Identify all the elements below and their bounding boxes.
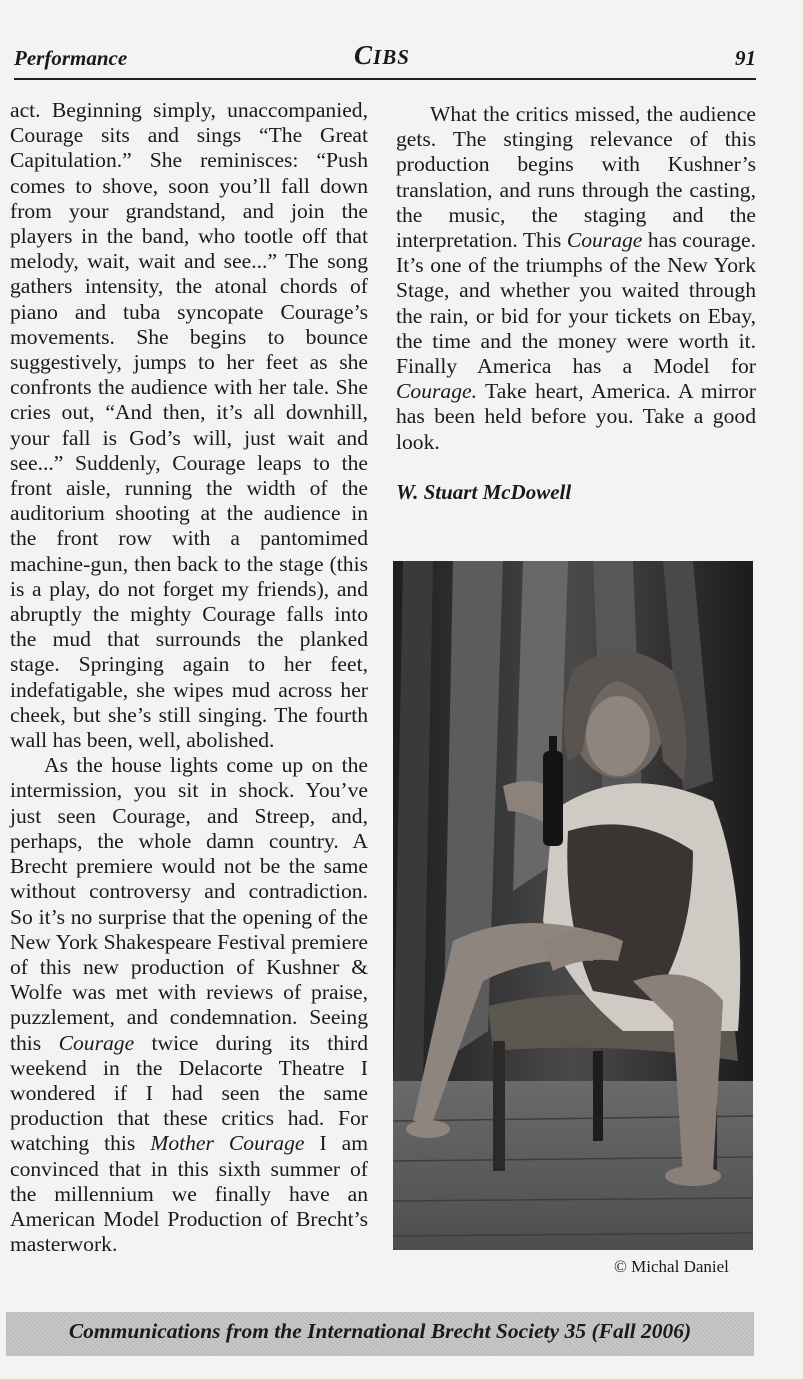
section-title: Performance	[14, 46, 128, 70]
left-column	[10, 98, 368, 1257]
left-paragraph-2-part-b: twice during its third weekend in the Delacorte Theatre I wondered if I had seen the same production that these critics had. For watching this	[10, 1030, 368, 1156]
right-paragraph-1	[396, 102, 756, 455]
title-emphasis-mother-courage: Mother Courage	[150, 1131, 305, 1156]
page-number: 91	[735, 46, 756, 70]
left-paragraph-2-part-a: As the house lights come up on the intermission, you sit in shock. You’ve just seen Courage, and Streep, and, perhaps, the whole damn country. A Brecht premiere would not be the same without controversy and contradiction. So it’s no surprise that the opening of the New York Shakespeare Festival premiere of this new production of Kushner & Wolfe was met with reviews of praise, puzzlement, and condemnation. Seeing this	[10, 753, 368, 1055]
right-paragraph-part-b: has courage. It’s one of the triumphs of the New York Stage, and whether you waited through the rain, or bid for your tickets on Ebay, the time and the money were worth it. Finally America has a Model for	[396, 228, 756, 379]
title-emphasis-courage-3: Courage.	[396, 379, 477, 404]
photo-credit: © Michal Daniel	[614, 1257, 729, 1276]
footer-band	[6, 1312, 754, 1356]
title-emphasis-courage-2: Courage	[566, 228, 643, 253]
title-emphasis-courage: Courage	[58, 1030, 135, 1055]
right-column	[396, 102, 756, 455]
journal-title-rest: IBS	[373, 45, 410, 69]
production-photo	[393, 561, 753, 1250]
right-paragraph-part-c: Take heart, America. A mirror has been held before you. Take a good look.	[396, 379, 756, 454]
author-byline: W. Stuart McDowell	[396, 480, 572, 504]
footer-citation: Communications from the International Brecht Society 35 (Fall 2006)	[68, 1319, 692, 1343]
left-paragraph-1: act. Beginning simply, unaccompanied, Courage sits and sings “The Great Capitulation.” She reminisces: “Push comes to shove, soon you’ll fall down from your grandstand, and join the players in the band, who tootle off that melody, wait, wait and see...” The song gathers intensity, the atonal chords of piano and tuba syncopate Courage’s movements. She begins to bounce suggestively, jumps to her feet as she confronts the audience with her tale. She cries out, “And then, it’s all downhill, your fall is God’s will, just wait and see...” Suddenly, Courage leaps to the front aisle, running the width of the auditorium shooting at the audience in the front row with a pantomimed machine-gun, then back to the stage (this is a play, do not forget my friends), and abruptly the mighty Courage falls into the mud that surrounds the planked stage. Springing again to her feet, indefatigable, she wipes mud across her cheek, but she’s still singing. The fourth wall has been, well, abolished.	[10, 98, 368, 753]
left-paragraph-2	[10, 753, 368, 1257]
left-paragraph-2-part-c: I am convinced that in this sixth summer of the millennium we finally have an American Model Production of Brecht’s masterwork.	[10, 1131, 369, 1257]
right-paragraph-part-a: What the critics missed, the audience gets. The stinging relevance of this production begins with Kushner’s translation, and runs through the casting, the music, the staging and the interpretation. This	[396, 102, 756, 253]
running-header	[14, 42, 756, 80]
journal-title	[354, 40, 410, 71]
journal-title-initial: C	[354, 40, 374, 70]
photo-illustration	[393, 561, 753, 1250]
